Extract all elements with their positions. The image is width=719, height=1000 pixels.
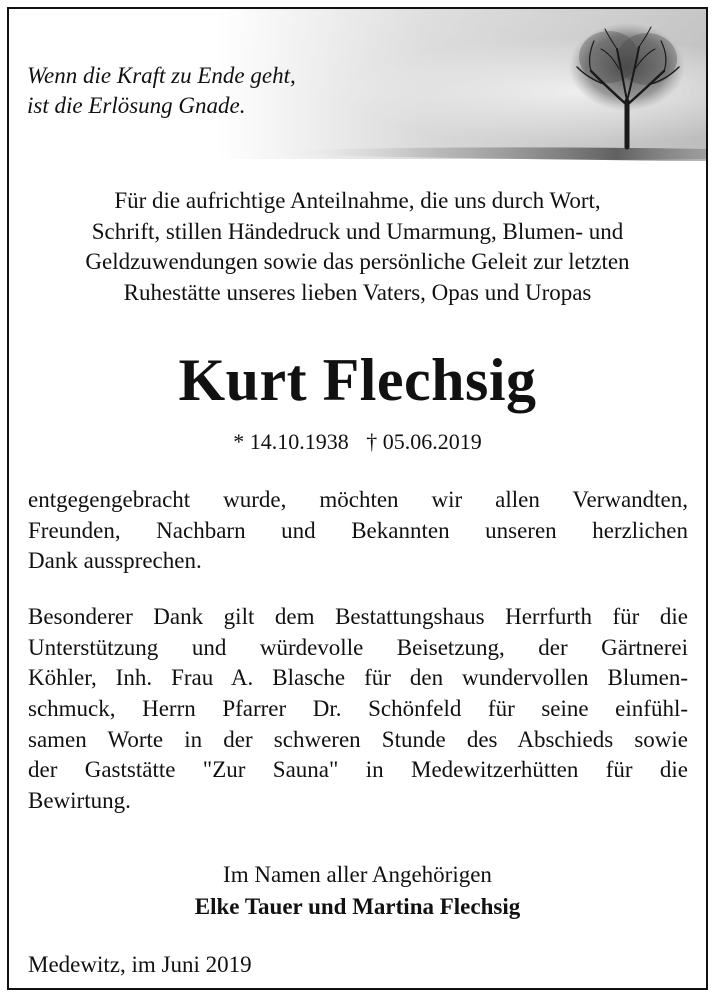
paragraph-line: entgegengebracht wurde, möchten wir allen Verwandten,: [28, 487, 688, 512]
life-dates: [9, 427, 706, 457]
place-date: Medewitz, im Juni 2019: [28, 952, 252, 977]
paragraph-line: Freunden, Nachbarn und Bekannten unseren herzlichen: [28, 517, 688, 543]
paragraph-line: Köhler, Inh. Frau A. Blasche für den wundervollen Blumen-: [28, 665, 688, 691]
signature-block: [9, 859, 706, 923]
signature-names: Elke Tauer und Martina Flechsig: [194, 894, 521, 919]
deceased-name: Kurt Flechsig: [178, 347, 537, 413]
paragraph-line: samen Worte in der schweren Stunde des Abschieds sowie: [28, 726, 688, 752]
paragraph-line: schmuck, Herrn Pfarrer Dr. Schönfeld für seine einfühl-: [28, 696, 688, 722]
motto: [27, 61, 296, 121]
paragraph-line: Bewirtung.: [28, 788, 131, 814]
intro-line: Schrift, stillen Händedruck und Umarmung, Blumen- und: [91, 218, 624, 244]
death-date: † 05.06.2019: [366, 429, 482, 454]
thanks-paragraph: [28, 485, 688, 577]
banner-image: [9, 9, 706, 169]
motto-line-1: Wenn die Kraft zu Ende geht,: [27, 63, 296, 88]
intro-line: Für die aufrichtige Anteilnahme, die uns durch Wort,: [114, 188, 601, 213]
paragraph-line: Besonderer Dank gilt dem Bestattungshaus Herrfurth für die: [28, 604, 688, 629]
paragraph-line: Unterstützung und würdevolle Beisetzung, der Gärtnerei: [28, 634, 688, 660]
paragraph-line: Dank aussprechen.: [28, 548, 202, 574]
birth-date: * 14.10.1938: [233, 429, 349, 454]
motto-line-2: ist die Erlösung Gnade.: [27, 93, 246, 118]
intro-line: Ruhestätte unseres lieben Vaters, Opas und Uropas: [123, 279, 592, 305]
special-thanks-paragraph: [28, 602, 688, 817]
intro-text: [9, 186, 706, 308]
signature-preface: Im Namen aller Angehörigen: [223, 862, 492, 887]
obituary-card: [7, 7, 708, 990]
paragraph-line: der Gaststätte "Zur Sauna" in Medewitzerhütten für die: [28, 757, 688, 783]
intro-line: Geldzuwendungen sowie das persönliche Geleit zur letzten: [85, 249, 630, 274]
